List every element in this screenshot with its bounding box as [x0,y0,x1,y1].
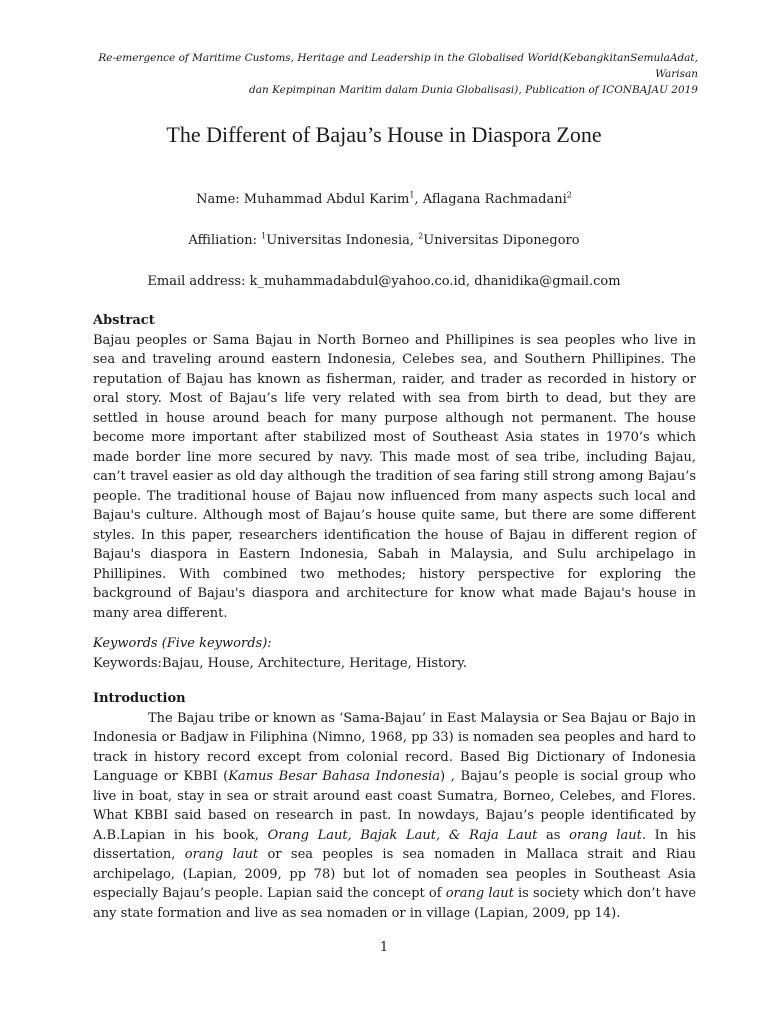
intro-italic-orang-laut-1: orang laut [569,827,642,843]
intro-text-4: . In his dissertation, [93,827,697,862]
affiliation-line [0,233,768,248]
affiliation-1: Universitas Indonesia, [266,233,419,248]
affiliation-label: Affiliation: [188,233,262,248]
introduction-heading: Introduction [93,691,186,706]
author-1-sup: 1 [409,190,415,200]
author-label: Name: [196,192,244,207]
email-line: Email address: k_muhammadabdul@yahoo.co.id, dhanidika@gmail.com [147,274,621,289]
affiliation-sup-1: 1 [261,231,267,241]
author-line [0,192,768,207]
author-separator: , [414,192,423,207]
intro-text-2: ) , Bajau’s people is social group who live in boat, stay in sea or strait around east coast Sumatra, Borneo, Celebes, and Flores. What KBBI said based on research in past. In nowdays, Bajau’s people identificated by A.B.Lapian in his book, [93,769,697,843]
keywords-label: Keywords (Five keywords): [93,636,272,651]
abstract-text: Bajau peoples or Sama Bajau in North Borneo and Phillipines is sea peoples who live in sea and traveling around eastern Indonesia, Celebes sea, and Southern Phillipines. The reputation of Bajau has known as fisherman, raider, and trader as recorded in history or oral story. Most of Bajau’s life very related with sea from birth to dead, but they are settled in house around beach for many purpose although not permanent. The house become more important after stabilized most of Southeast Asia states in 1970’s which made border line more secured by navy. This made most of sea tribe, including Bajau, can’t travel easier as old day although the tradition of sea faring still strong among Bajau’s people. The traditional house of Bajau now influenced from many aspects such local and Bajau's culture. Although most of Bajau’s house quite same, but there are some different styles. In this paper, researchers identification the house of Bajau in different region of Bajau's diaspora in Eastern Indonesia, Sabah in Malaysia, and Sulu archipelago in Phillipines. With combined two methodes; history perspective for exploring the background of Bajau's diaspora and architecture for know what made Bajau's house in many area different. [93,332,696,621]
page-number: 1 [379,940,389,955]
abstract-heading: Abstract [93,313,155,328]
keywords-text: Keywords:Bajau, House, Architecture, Heritage, History. [93,655,468,671]
intro-text-5: or sea peoples is sea nomaden in Mallaca strait and Riau archipelago, (Lapian, 2009, pp 78) but lot of nomaden sea peoples in Southeast Asia especially Bajau’s people. Lapian said the concept of [93,847,696,901]
intro-text-3: as [537,827,570,843]
running-header-line-1: Re-emergence of Maritime Customs, Heritage and Leadership in the Globalised World(KebangkitanSemulaAdat, Warisan [98,52,698,80]
running-header-line-2: dan Kepimpinan Maritim dalam Dunia Globalisasi), Publication of ICONBAJAU 2019 [248,84,698,96]
intro-italic-orang-laut-3: orang laut [445,886,514,901]
intro-text-1: The Bajau tribe or known as ‘Sama-Bajau’ in East Malaysia or Sea Bajau or Bajo in Indonesia or Badjaw in Filiphina (Nimno, 1968, pp 33) is nomaden sea peoples and hard to track in history record except from colonial record. Based Big Dictionary of Indonesia Language or KBBI ( [93,710,696,784]
affiliation-2: Universitas Diponegoro [423,233,580,248]
author-2: Aflagana Rachmadani [422,192,567,207]
intro-italic-orang-laut-2: orang laut [184,847,259,862]
running-header [58,50,698,98]
author-2-sup: 2 [566,190,572,200]
intro-text-6: is society which don’t have any state formation and live as sea nomaden or in village (Lapian, 2009, pp 14). [93,886,697,921]
introduction-paragraph [93,709,696,924]
paper-title: The Different of Bajau’s House in Diaspora Zone [166,122,602,147]
affiliation-sup-2: 2 [418,231,424,241]
intro-italic-kbbi: Kamus Besar Bahasa Indonesia [228,769,440,784]
abstract-section [93,311,696,623]
intro-italic-book-title: Orang Laut, Bajak Laut, & Raja Laut [267,827,538,843]
keywords-section [93,634,696,673]
author-1: Muhammad Abdul Karim [243,192,410,207]
introduction-section [93,689,696,923]
